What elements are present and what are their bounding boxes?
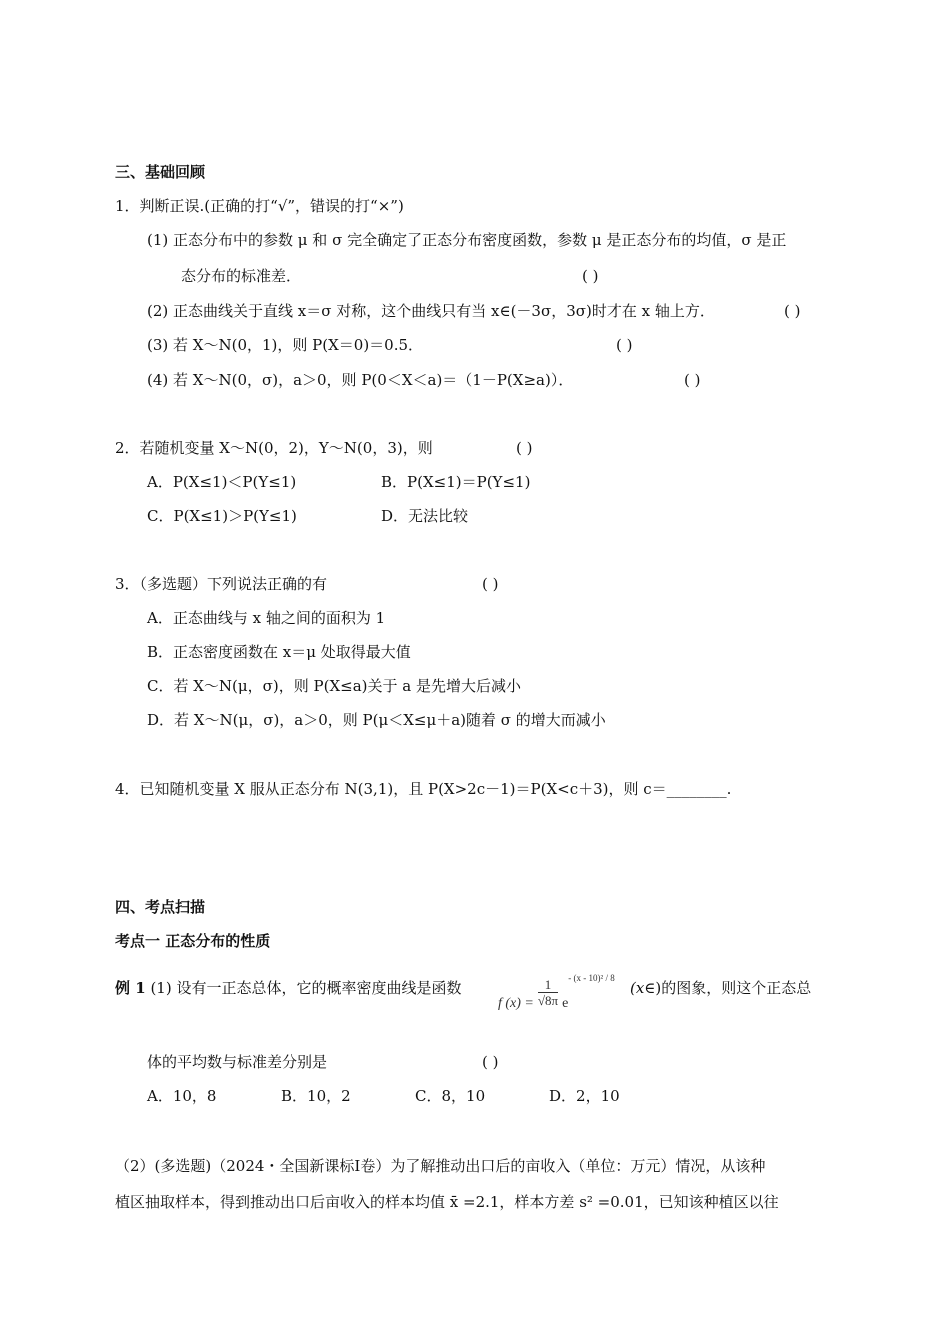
example-1-option-c: C．8，10 xyxy=(415,1087,486,1105)
example-1-line-2: 体的平均数与标准差分别是 xyxy=(147,1053,328,1071)
formula-fraction xyxy=(538,978,558,1009)
question-3-option-b: B．正态密度函数在 x＝μ 处取得最大值 xyxy=(147,643,411,661)
question-3-stem: 3．（多选题）下列说法正确的有 xyxy=(115,575,328,593)
example-1-part-2-line-1: （2）(多选题)（2024・全国新课标Ⅰ卷）为了解推动出口后的亩收入（单位：万元）情况，从该种 xyxy=(115,1157,766,1175)
question-1-item-1: (1) 正态分布中的参数 μ 和 σ 完全确定了正态分布密度函数，参数 μ 是正态分布的均值，σ 是正 xyxy=(147,231,787,249)
question-2-option-b: B．P(X≤1)＝P(Y≤1) xyxy=(381,473,531,491)
question-3-option-c: C．若 X～N(μ，σ)，则 P(X≤a)关于 a 是先增大后减小 xyxy=(147,677,521,695)
question-1-item-3: (3) 若 X～N(0，1)，则 P(X＝0)＝0.5． xyxy=(147,336,424,354)
answer-bracket: ( ) xyxy=(516,439,533,457)
question-1-item-4: (4) 若 X～N(0，σ)，a＞0，则 P(0＜X＜a)＝（1－P(X≥a)）． xyxy=(147,371,574,389)
formula-denominator: √8π xyxy=(537,993,559,1008)
answer-bracket: ( ) xyxy=(784,302,801,320)
example-1-option-d: D．2，10 xyxy=(549,1087,620,1105)
formula-base: e xyxy=(562,996,569,1012)
example-1-option-b: B．10，2 xyxy=(281,1087,351,1105)
density-formula xyxy=(498,972,615,1022)
question-1-item-1-cont: 态分布的标准差． xyxy=(181,267,302,285)
question-3-option-d: D．若 X～N(μ，σ)，a＞0，则 P(μ＜X≤μ＋a)随着 σ 的增大而减小 xyxy=(147,711,606,729)
question-2-option-d: D．无法比较 xyxy=(381,507,469,525)
topic-title: 考点一 正态分布的性质 xyxy=(115,932,271,950)
answer-bracket: ( ) xyxy=(616,336,633,354)
formula-exponent: - (x - 10)² / 8 xyxy=(568,973,615,984)
question-3-option-a: A．正态曲线与 x 轴之间的面积为 1 xyxy=(147,609,386,627)
example-1-part-2-line-2: 植区抽取样本，得到推动出口后亩收入的样本均值 x̄ =2.1，样本方差 s² =0.01，已知该种植区以往 xyxy=(115,1193,779,1211)
formula-domain: (x∈ xyxy=(630,979,656,997)
answer-bracket: ( ) xyxy=(482,575,499,593)
question-2-option-a: A．P(X≤1)＜P(Y≤1) xyxy=(147,473,297,491)
question-2-stem: 2．若随机变量 X～N(0，2)，Y～N(0，3)，则 xyxy=(115,439,433,457)
question-1-stem: 1．判断正误.(正确的打“√”，错误的打“×”) xyxy=(115,197,404,215)
question-1-item-2: (2) 正态曲线关于直线 x＝σ 对称，这个曲线只有当 x∈(－3σ，3σ)时才在 x 轴上方． xyxy=(147,302,715,320)
formula-numerator: 1 xyxy=(538,978,558,993)
question-2-option-c: C．P(X≤1)＞P(Y≤1) xyxy=(147,507,297,525)
example-1-option-a: A．10，8 xyxy=(147,1087,217,1105)
question-4-stem: 4．已知随机变量 X 服从正态分布 N(3,1)，且 P(X>2c－1)＝P(X<c＋3)，则 c＝________. xyxy=(115,780,732,798)
example-1-text-after xyxy=(630,978,811,998)
answer-bracket: ( ) xyxy=(684,371,701,389)
example-1-tail: )的图象，则这个正态总 xyxy=(655,979,812,997)
answer-bracket: ( ) xyxy=(482,1053,499,1071)
example-1-text-before: (1) 设有一正态总体，它的概率密度曲线是函数 xyxy=(150,979,462,997)
answer-bracket: ( ) xyxy=(582,267,599,285)
section-title-review: 三、基础回顾 xyxy=(115,163,206,181)
example-1-line-1 xyxy=(115,978,461,998)
example-label: 例 1 xyxy=(115,979,146,997)
section-title-scan: 四、考点扫描 xyxy=(115,898,206,916)
formula-lhs: f (x) = xyxy=(498,996,534,1012)
